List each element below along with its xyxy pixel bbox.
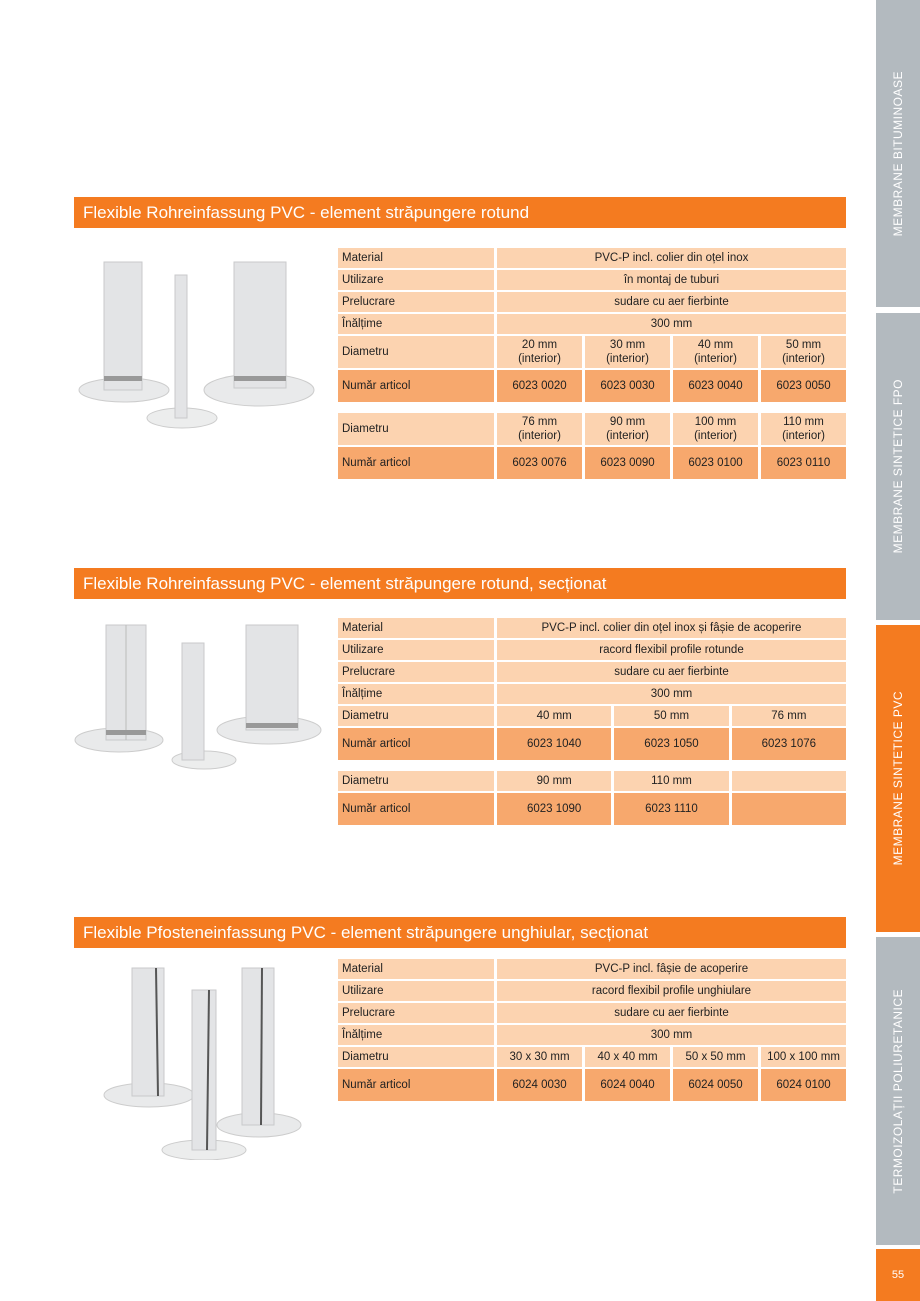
diameter-label: Diametru [338,413,494,445]
spec-label: Înălțime [338,314,494,334]
diameter-value: 20 mm (interior) [497,336,582,368]
diameter-value: 50 x 50 mm [673,1047,758,1067]
article-number: 6024 0100 [761,1069,846,1101]
diameter-value: 76 mm (interior) [497,413,582,445]
diameter-value: 90 mm (interior) [585,413,670,445]
side-tab-1[interactable] [876,313,920,620]
diameter-value: 40 mm (interior) [673,336,758,368]
spec-value: PVC-P incl. colier din oțel inox [497,248,846,268]
article-label: Număr articol [338,370,494,402]
article-row [338,447,846,479]
article-number: 6023 1050 [614,728,728,760]
article-number [732,793,846,825]
article-number: 6023 0100 [673,447,758,479]
spec-value: 300 mm [497,314,846,334]
spec-row [338,292,846,312]
spec-value: PVC-P incl. fâșie de acoperire [497,959,846,979]
spec-table [338,248,846,481]
diameter-label: Diametru [338,336,494,368]
diameter-row [338,771,846,791]
article-number: 6024 0030 [497,1069,582,1101]
article-number: 6023 1040 [497,728,611,760]
spec-label: Prelucrare [338,292,494,312]
side-tab-3[interactable] [876,937,920,1245]
article-number: 6023 0090 [585,447,670,479]
article-label: Număr articol [338,793,494,825]
article-number: 6023 0076 [497,447,582,479]
page-number: 55 [876,1249,920,1301]
spec-value: 300 mm [497,684,846,704]
diameter-row [338,413,846,445]
product-image [74,615,324,815]
diameter-row [338,706,846,726]
block-spacer [338,762,846,771]
spec-value: racord flexibil profile unghiulare [497,981,846,1001]
section-title: Flexible Pfosteneinfassung PVC - element străpungere unghiular, secționat [74,917,846,948]
spec-value: racord flexibil profile rotunde [497,640,846,660]
spec-row [338,248,846,268]
diameter-value: 40 mm [497,706,611,726]
diameter-row [338,336,846,368]
spec-value: PVC-P incl. colier din oțel inox și fâșie de acoperire [497,618,846,638]
diameter-value: 40 x 40 mm [585,1047,670,1067]
article-number: 6024 0040 [585,1069,670,1101]
article-number: 6023 1110 [614,793,728,825]
spec-row [338,1003,846,1023]
spec-row [338,618,846,638]
spec-label: Utilizare [338,270,494,290]
spec-label: Prelucrare [338,1003,494,1023]
spec-row [338,981,846,1001]
side-tab-label: MEMBRANE SINTETICE PVC [891,691,905,866]
article-number: 6023 1076 [732,728,846,760]
article-label: Număr articol [338,447,494,479]
article-number: 6023 0040 [673,370,758,402]
spec-label: Înălțime [338,1025,494,1045]
side-tab-2[interactable] [876,625,920,932]
diameter-value: 30 mm (interior) [585,336,670,368]
side-tab-0[interactable] [876,0,920,307]
spec-label: Material [338,618,494,638]
spec-label: Utilizare [338,640,494,660]
spec-table [338,618,846,827]
spec-row [338,959,846,979]
article-row [338,370,846,402]
spec-label: Material [338,248,494,268]
spec-row [338,684,846,704]
spec-row [338,1025,846,1045]
spec-label: Material [338,959,494,979]
spec-value: în montaj de tuburi [497,270,846,290]
diameter-value: 100 x 100 mm [761,1047,846,1067]
spec-value: sudare cu aer fierbinte [497,1003,846,1023]
section-title: Flexible Rohreinfassung PVC - element străpungere rotund, secționat [74,568,846,599]
diameter-row [338,1047,846,1067]
article-number: 6023 0050 [761,370,846,402]
article-number: 6023 0030 [585,370,670,402]
product-image [74,250,324,450]
side-tab-label: TERMOIZOLAȚII POLIURETANICE [891,988,905,1194]
article-label: Număr articol [338,1069,494,1101]
spec-row [338,640,846,660]
article-label: Număr articol [338,728,494,760]
article-number: 6024 0050 [673,1069,758,1101]
article-row [338,793,846,825]
article-row [338,728,846,760]
spec-value: sudare cu aer fierbinte [497,292,846,312]
diameter-value: 110 mm [614,771,728,791]
spec-table [338,959,846,1103]
side-tab-label: MEMBRANE BITUMINOASE [891,70,905,237]
diameter-value: 100 mm (interior) [673,413,758,445]
section-title: Flexible Rohreinfassung PVC - element străpungere rotund [74,197,846,228]
diameter-value: 50 mm (interior) [761,336,846,368]
block-spacer [338,404,846,413]
article-number: 6023 0110 [761,447,846,479]
diameter-value: 90 mm [497,771,611,791]
diameter-value: 30 x 30 mm [497,1047,582,1067]
diameter-label: Diametru [338,706,494,726]
diameter-label: Diametru [338,1047,494,1067]
spec-label: Înălțime [338,684,494,704]
article-number: 6023 1090 [497,793,611,825]
diameter-value [732,771,846,791]
diameter-label: Diametru [338,771,494,791]
spec-row [338,270,846,290]
spec-value: 300 mm [497,1025,846,1045]
side-tab-label: MEMBRANE SINTETICE FPO [891,379,905,554]
spec-label: Prelucrare [338,662,494,682]
diameter-value: 50 mm [614,706,728,726]
diameter-value: 76 mm [732,706,846,726]
spec-row [338,662,846,682]
article-row [338,1069,846,1101]
spec-row [338,314,846,334]
spec-value: sudare cu aer fierbinte [497,662,846,682]
product-image [74,960,324,1160]
article-number: 6023 0020 [497,370,582,402]
diameter-value: 110 mm (interior) [761,413,846,445]
spec-label: Utilizare [338,981,494,1001]
